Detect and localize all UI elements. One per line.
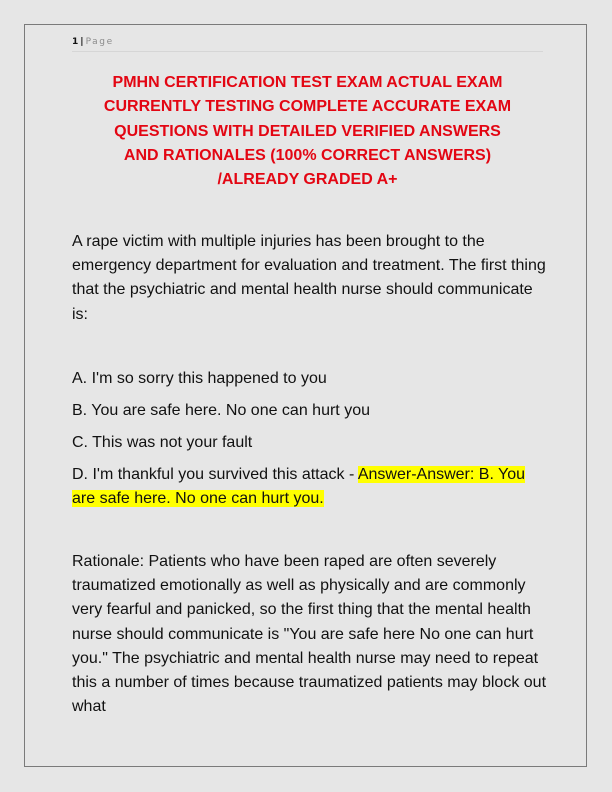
title-line: CURRENTLY TESTING COMPLETE ACCURATE EXAM [103, 98, 512, 116]
option-a: A. I'm so sorry this happened to you [72, 370, 327, 387]
title-line: AND RATIONALES (100% CORRECT ANSWERS) [123, 146, 492, 164]
answer-options [72, 367, 552, 511]
rationale-text: Rationale: Patients who have been raped are often severely traumatized emotionally as well as physically and are commonly very fearful and panicked, so the first thing that the mental health nurse should communicate is "You are safe here No one can hurt you." The psychiatric and mental health nurse may need to repeat this a number of times because traumatized patients may block out what [72, 553, 547, 716]
title-line: PMHN CERTIFICATION TEST EXAM ACTUAL EXAM [112, 74, 503, 91]
option-d [72, 463, 552, 511]
option-c: C. This was not your fault [72, 434, 253, 451]
highlighted-answer: Answer-Answer: B. You are safe here. No one can hurt you. [72, 466, 526, 507]
question-text: A rape victim with multiple injuries has been brought to the emergency department for evaluation and treatment. The first thing that the psychiatric and mental health nurse should communicate is: [72, 233, 546, 323]
title-line: /ALREADY GRADED A+ [217, 171, 398, 189]
title-line: QUESTIONS WITH DETAILED VERIFIED ANSWERS [114, 122, 501, 140]
option-b: B. You are safe here. No one can hurt you [72, 402, 370, 419]
page-header [72, 35, 543, 52]
option-d-text: D. I'm thankful you survived this attack - [72, 466, 358, 483]
header-separator: | [80, 37, 84, 47]
page-number: 1 [72, 37, 79, 47]
document-title [72, 71, 543, 192]
page-label: Page [85, 37, 114, 47]
